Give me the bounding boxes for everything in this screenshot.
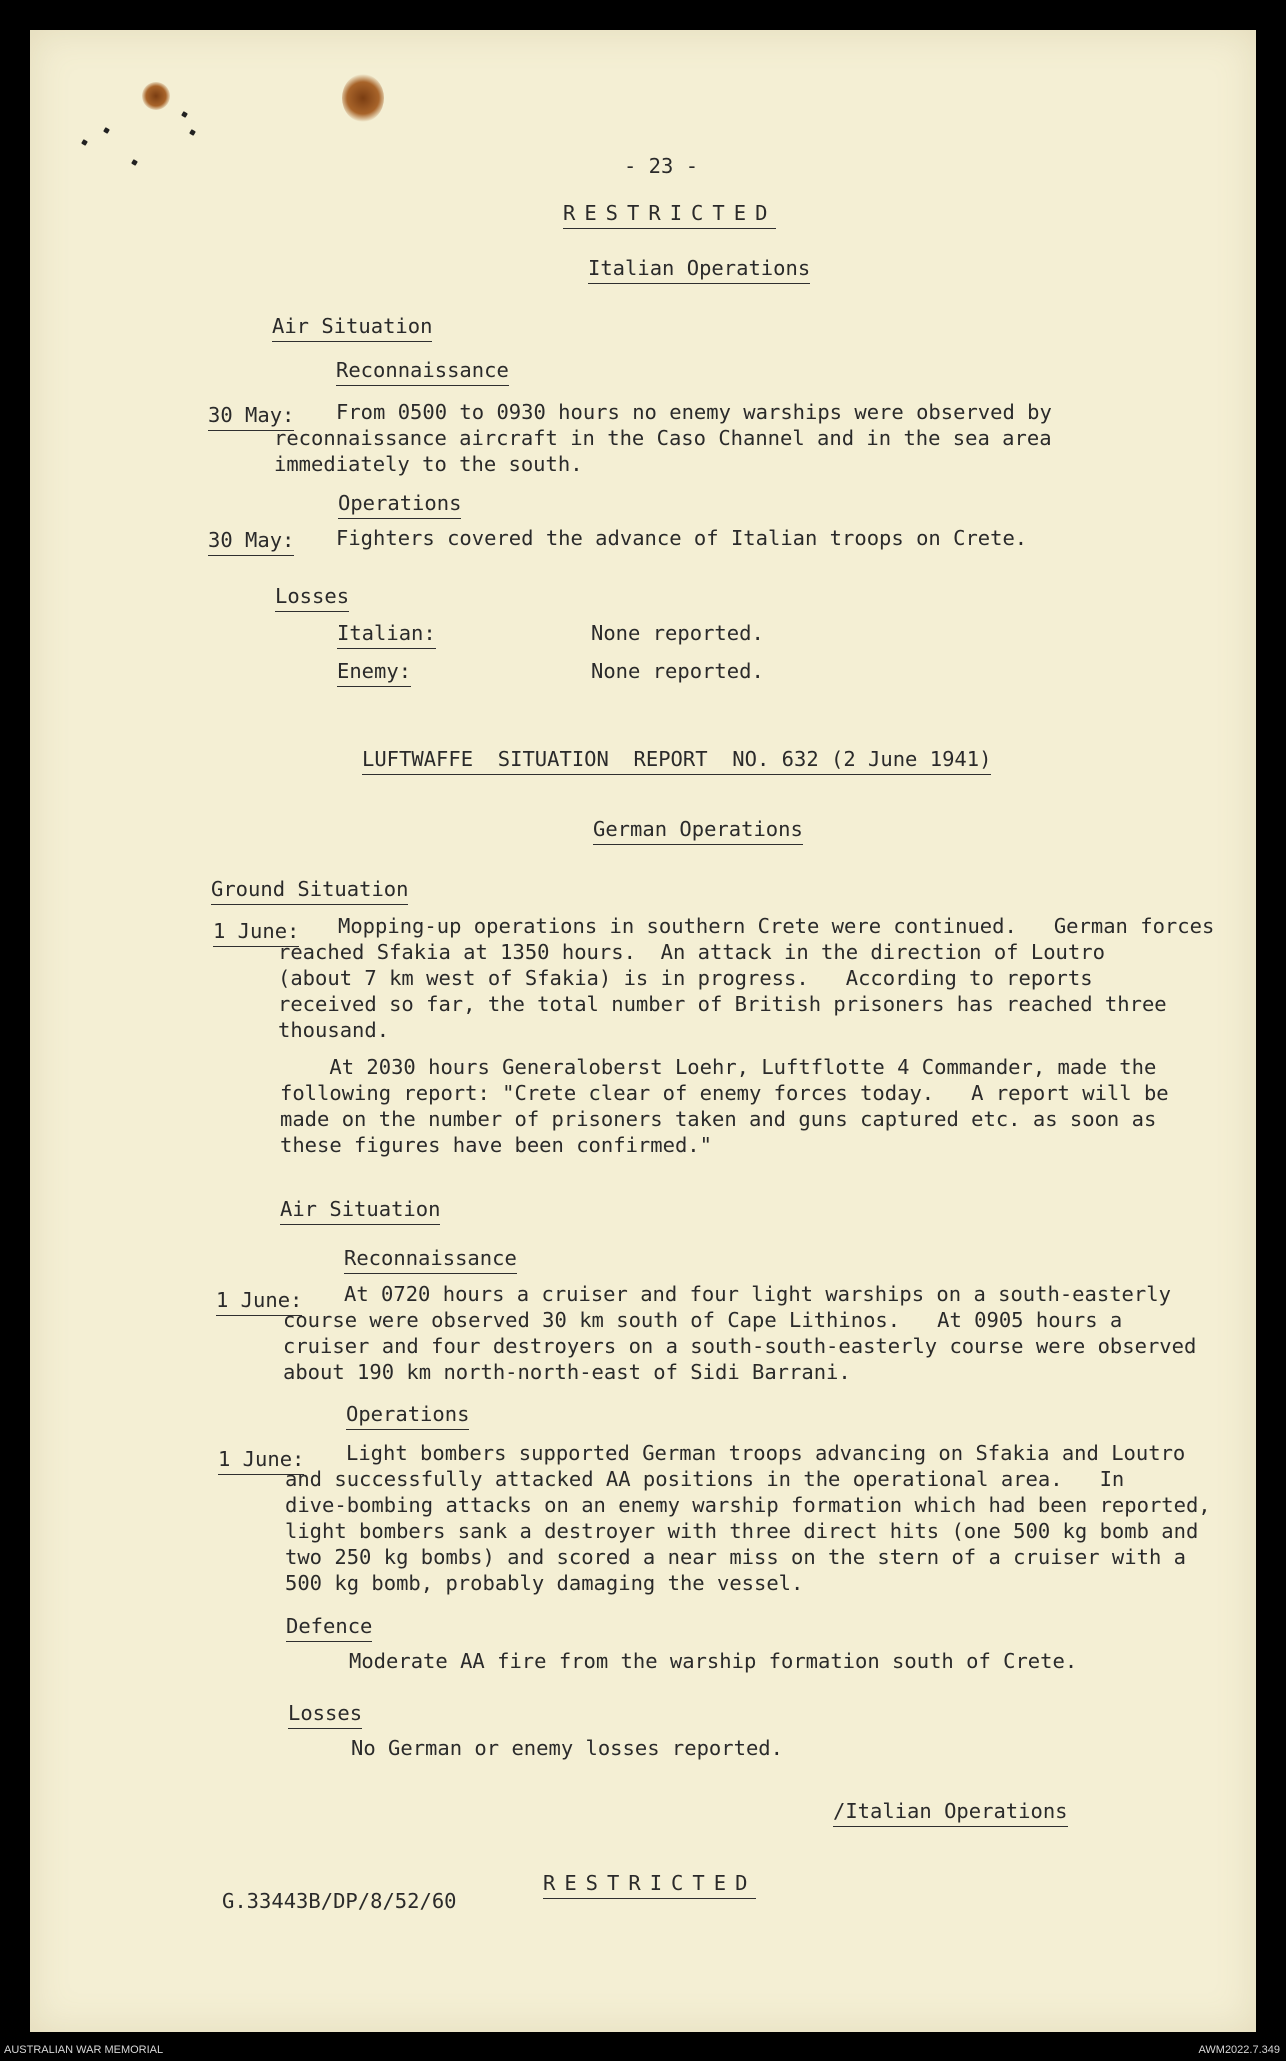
section-heading-italian-operations: Italian Operations	[588, 255, 810, 284]
paper-speck	[81, 139, 88, 146]
paragraph-line: these figures have been confirmed."	[280, 1133, 712, 1157]
paper-speck	[181, 111, 188, 118]
subheading-ground-situation: Ground Situation	[211, 876, 408, 905]
paper-speck	[131, 159, 138, 166]
entry-date: 30 May:	[208, 527, 294, 556]
paper-speck	[189, 129, 196, 136]
paragraph-line: At 0720 hours a cruiser and four light warships on a south-easterly	[344, 1282, 1171, 1306]
paragraph-line: two 250 kg bombs) and scored a near miss on the stern of a cruiser with a	[285, 1545, 1186, 1569]
page-number: - 23 -	[624, 154, 699, 178]
report-title: LUFTWAFFE SITUATION REPORT NO. 632 (2 June 1941)	[362, 746, 991, 775]
document-page	[30, 30, 1256, 2032]
paragraph-line: thousand.	[278, 1018, 390, 1042]
entry-date: 30 May:	[208, 402, 294, 431]
paragraph-line: light bombers sank a destroyer with three direct hits (one 500 kg bomb and	[285, 1519, 1199, 1543]
subheading-losses: Losses	[288, 1700, 362, 1729]
archive-name: AUSTRALIAN WAR MEMORIAL	[4, 2044, 164, 2056]
subheading-reconnaissance: Reconnaissance	[336, 357, 509, 386]
paragraph-line: Light bombers supported German troops advancing on Sfakia and Loutro	[346, 1441, 1186, 1465]
paragraph-line: about 190 km north-north-east of Sidi Barrani.	[283, 1360, 851, 1384]
archive-reference: AWM2022.7.349	[1198, 2044, 1280, 2056]
subheading-reconnaissance: Reconnaissance	[344, 1245, 517, 1274]
paragraph-line: Fighters covered the advance of Italian troops on Crete.	[336, 526, 1028, 550]
paper-speck	[103, 127, 110, 134]
paragraph-line: Moderate AA fire from the warship formation south of Crete.	[349, 1649, 1078, 1673]
paragraph-line: No German or enemy losses reported.	[351, 1736, 783, 1760]
subheading-operations: Operations	[346, 1401, 469, 1430]
rust-stain	[342, 74, 384, 122]
subheading-losses: Losses	[275, 583, 349, 612]
losses-italian-value: None reported.	[591, 621, 764, 645]
paragraph-line: immediately to the south.	[274, 452, 583, 476]
paragraph-line: course were observed 30 km south of Cape Lithinos. At 0905 hours a	[283, 1308, 1123, 1332]
archive-footer	[0, 2040, 1286, 2061]
continuation-note: /Italian Operations	[833, 1798, 1068, 1827]
entry-date: 1 June:	[216, 1287, 302, 1316]
section-heading-german-operations: German Operations	[593, 816, 803, 845]
paragraph-line: cruiser and four destroyers on a south-south-easterly course were observed	[283, 1334, 1197, 1358]
losses-italian-label: Italian:	[337, 620, 436, 649]
paragraph-line: Mopping-up operations in southern Crete were continued. German forces	[338, 914, 1215, 938]
classification-header: RESTRICTED	[563, 200, 776, 229]
paragraph-line: received so far, the total number of British prisoners has reached three	[278, 992, 1167, 1016]
classification-footer: RESTRICTED	[543, 1870, 756, 1899]
paragraph-line: reached Sfakia at 1350 hours. An attack in the direction of Loutro	[278, 940, 1105, 964]
paragraph-line: At 2030 hours Generaloberst Loehr, Luftflotte 4 Commander, made the	[280, 1055, 1157, 1079]
paragraph-line: 500 kg bomb, probably damaging the vessel.	[285, 1571, 804, 1595]
subheading-air-situation: Air Situation	[272, 313, 432, 342]
file-reference: G.33443B/DP/8/52/60	[222, 1889, 457, 1913]
rust-stain	[142, 82, 170, 110]
losses-enemy-label: Enemy:	[337, 658, 411, 687]
paragraph-line: and successfully attacked AA positions in the operational area. In	[285, 1467, 1125, 1491]
paragraph-line: (about 7 km west of Sfakia) is in progress. According to reports	[278, 966, 1093, 990]
losses-enemy-value: None reported.	[591, 659, 764, 683]
paragraph-line: From 0500 to 0930 hours no enemy warships were observed by	[336, 400, 1052, 424]
subheading-operations: Operations	[338, 490, 461, 519]
paragraph-line: reconnaissance aircraft in the Caso Channel and in the sea area	[274, 426, 1052, 450]
subheading-defence: Defence	[286, 1613, 372, 1642]
entry-date: 1 June:	[218, 1446, 304, 1475]
entry-date: 1 June:	[213, 918, 299, 947]
paragraph-line: dive-bombing attacks on an enemy warship formation which had been reported,	[285, 1493, 1211, 1517]
paragraph-line: following report: "Crete clear of enemy forces today. A report will be	[280, 1081, 1169, 1105]
subheading-air-situation: Air Situation	[280, 1196, 440, 1225]
paragraph-line: made on the number of prisoners taken and guns captured etc. as soon as	[280, 1107, 1157, 1131]
